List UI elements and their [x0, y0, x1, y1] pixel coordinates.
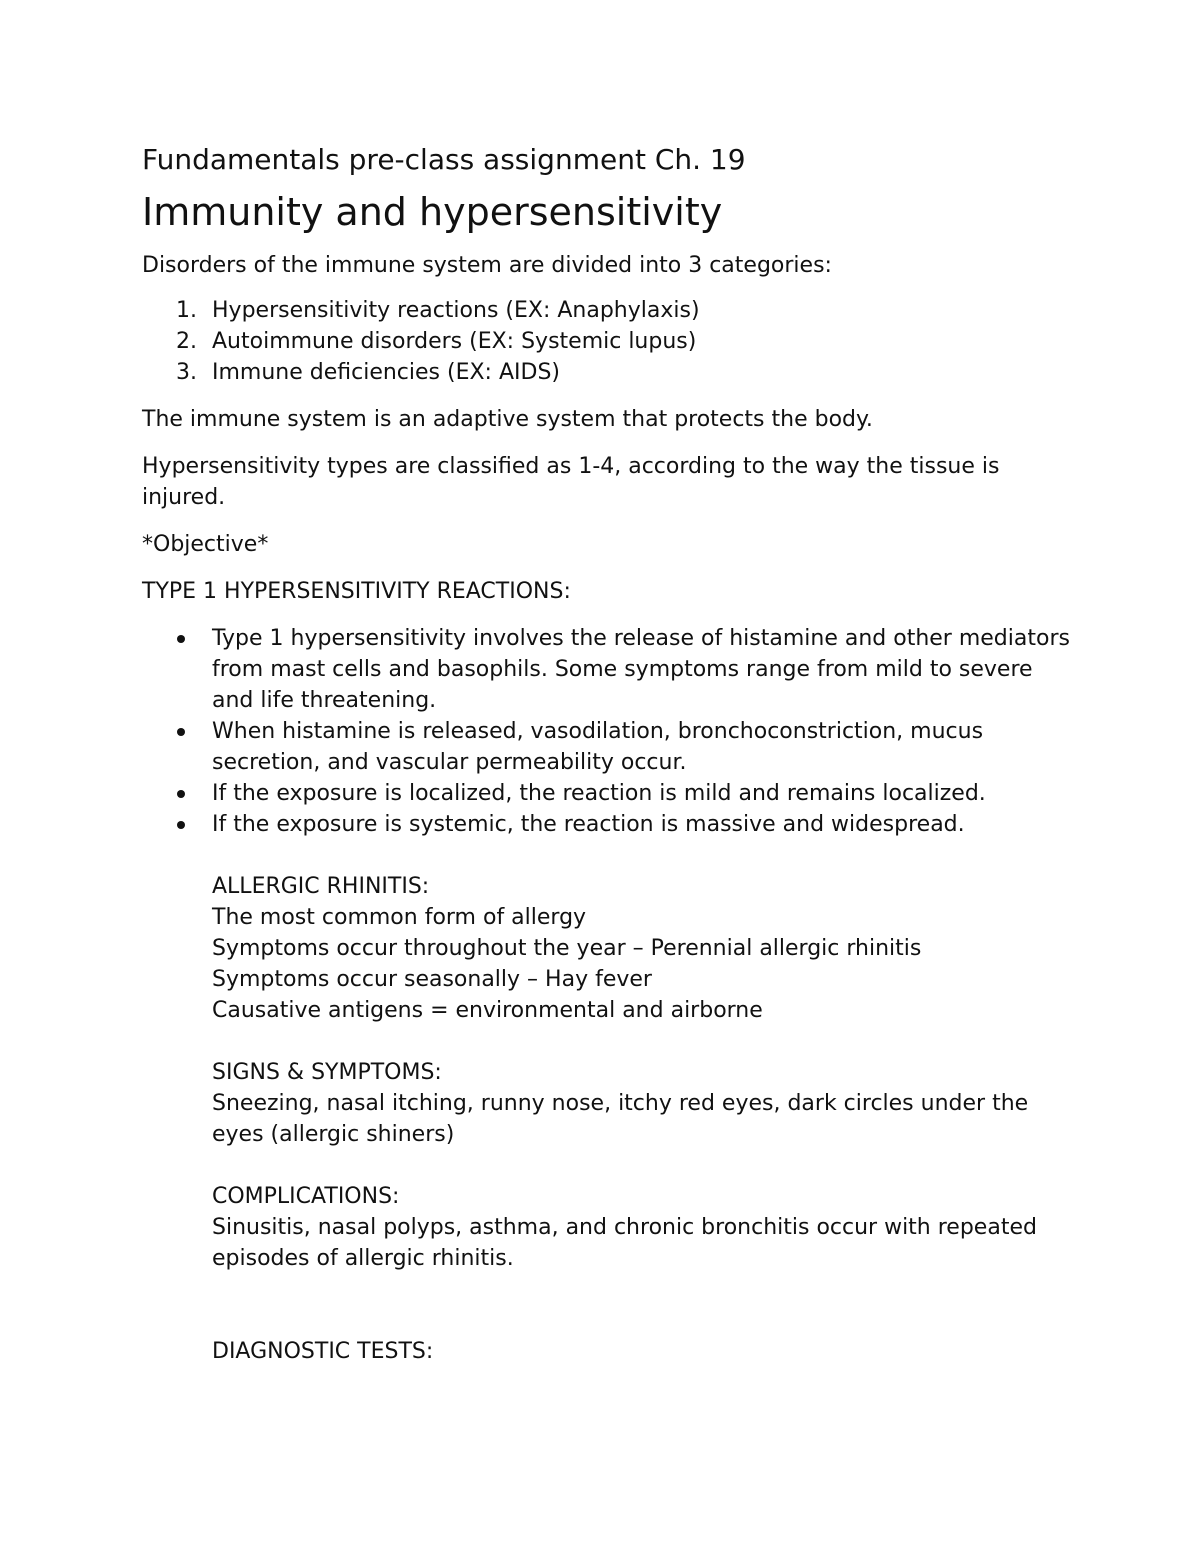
objective-label: *Objective*	[142, 532, 269, 557]
bullet-icon	[177, 790, 185, 798]
type1-heading: TYPE 1 HYPERSENSITIVITY REACTIONS:	[142, 579, 571, 604]
allergic-rhinitis-heading: ALLERGIC RHINITIS:	[212, 874, 430, 899]
allergic-rhinitis-section	[212, 840, 1072, 1026]
allergic-rhinitis-line: The most common form of allergy	[212, 905, 587, 930]
diagnostic-tests-section	[212, 1274, 1072, 1367]
signs-symptoms-text: Sneezing, nasal itching, runny nose, itchy red eyes, dark circles under the eyes (allergic shiners)	[212, 1091, 1029, 1147]
list-number: 3.	[176, 360, 197, 385]
document-page	[142, 140, 1072, 1367]
complications-heading: COMPLICATIONS:	[212, 1184, 400, 1209]
list-item	[142, 295, 1072, 326]
paragraph-immune-system: The immune system is an adaptive system that protects the body.	[142, 407, 873, 432]
allergic-rhinitis-line: Symptoms occur throughout the year – Perennial allergic rhinitis	[212, 936, 922, 961]
list-item	[142, 326, 1072, 357]
list-item-text: Autoimmune disorders (EX: Systemic lupus)	[212, 329, 697, 354]
allergic-rhinitis-line: Causative antigens = environmental and airborne	[212, 998, 763, 1023]
bullet-icon	[177, 635, 185, 643]
type1-bullet-list	[142, 623, 1072, 840]
paragraph-hypersensitivity-types: Hypersensitivity types are classified as 1-4, according to the way the tissue is injured.	[142, 454, 1000, 510]
signs-symptoms-heading: SIGNS & SYMPTOMS:	[212, 1060, 442, 1085]
list-item-text: If the exposure is localized, the reaction is mild and remains localized.	[212, 781, 986, 806]
list-number: 2.	[176, 329, 197, 354]
allergic-rhinitis-line: Symptoms occur seasonally – Hay fever	[212, 967, 652, 992]
signs-symptoms-section	[212, 1026, 1072, 1150]
complications-text: Sinusitis, nasal polyps, asthma, and chronic bronchitis occur with repeated episodes of allergic rhinitis.	[212, 1215, 1037, 1271]
list-item-text: Immune deficiencies (EX: AIDS)	[212, 360, 560, 385]
list-item	[142, 809, 1072, 840]
list-item	[142, 623, 1072, 716]
list-item	[142, 357, 1072, 388]
bullet-icon	[177, 728, 185, 736]
complications-section	[212, 1150, 1072, 1274]
diagnostic-tests-heading: DIAGNOSTIC TESTS:	[212, 1339, 434, 1364]
list-item-text: When histamine is released, vasodilation, bronchoconstriction, mucus secretion, and vascular permeability occur.	[212, 719, 984, 775]
intro-text: Disorders of the immune system are divided into 3 categories:	[142, 253, 832, 278]
list-item-text: If the exposure is systemic, the reaction is massive and widespread.	[212, 812, 965, 837]
bullet-icon	[177, 821, 185, 829]
list-item-text: Hypersensitivity reactions (EX: Anaphylaxis)	[212, 298, 700, 323]
list-number: 1.	[176, 298, 197, 323]
categories-list	[142, 295, 1072, 388]
list-item	[142, 778, 1072, 809]
list-item-text: Type 1 hypersensitivity involves the release of histamine and other mediators from mast cells and basophils. Some symptoms range from mild to severe and life threatening.	[212, 626, 1070, 713]
list-item	[142, 716, 1072, 778]
document-title: Immunity and hypersensitivity	[142, 190, 723, 234]
document-subtitle: Fundamentals pre-class assignment Ch. 19	[142, 143, 746, 176]
